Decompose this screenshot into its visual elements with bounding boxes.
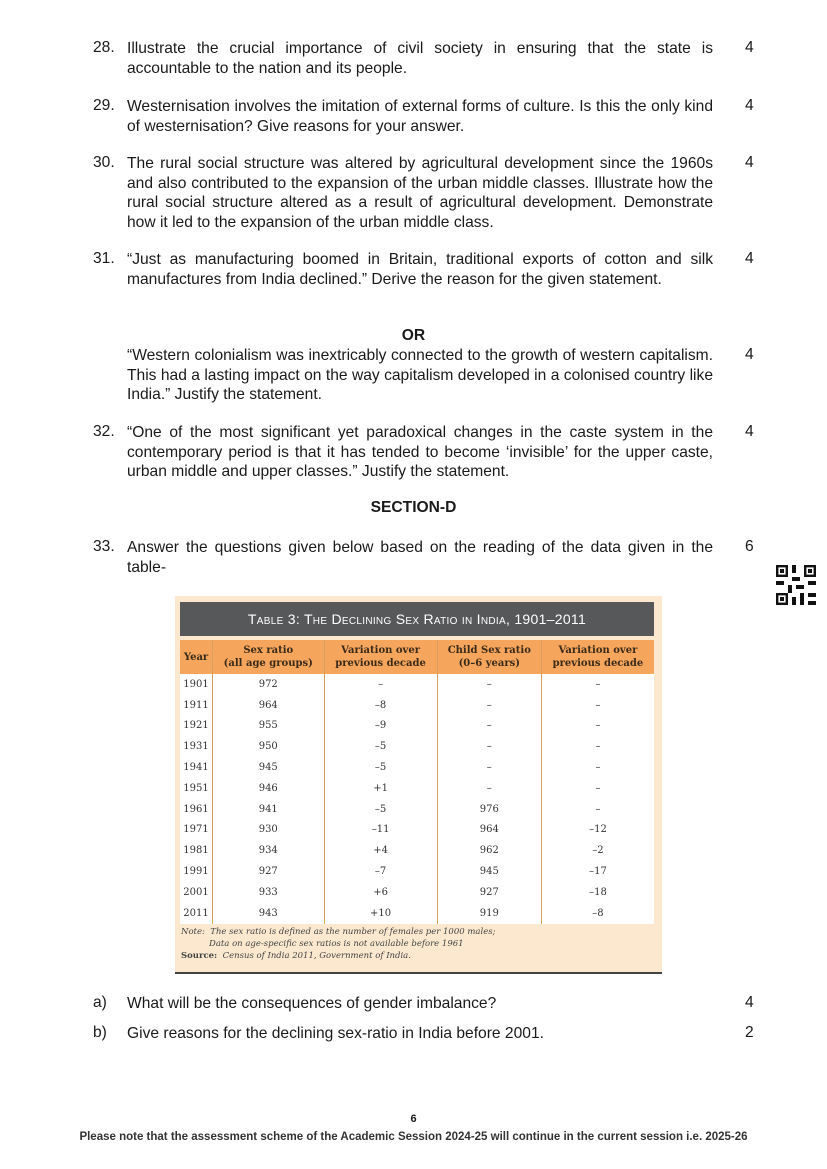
table-cell: 933 — [213, 882, 324, 903]
marks: 4 — [745, 423, 754, 440]
table-row — [180, 861, 654, 882]
table-cell: 976 — [437, 799, 541, 820]
table-cell: 964 — [437, 820, 541, 841]
table-header-row — [180, 640, 654, 674]
table-cell: –7 — [324, 861, 437, 882]
marks: 4 — [745, 994, 754, 1011]
table-cell: – — [437, 736, 541, 757]
table-title: Table 3: The Declining Sex Ratio in India, 1901–2011 — [180, 602, 654, 636]
column-header-line: Sex ratio — [243, 645, 294, 656]
table-cell: – — [541, 674, 654, 695]
question-text: The rural social structure was altered by agricultural development since the 1960s and also contributed to the expansion of the urban middle classes. Illustrate how the rural social structure altered as a result of agricultural development. Demonstrate how it led to the expansion of the urban middle class. — [127, 155, 713, 231]
table-cell: –12 — [541, 820, 654, 841]
table-cell: –5 — [324, 799, 437, 820]
table-cell: –2 — [541, 840, 654, 861]
table-cell: +10 — [324, 903, 437, 924]
question-number: 30. — [93, 154, 115, 171]
table-cell: 1901 — [180, 674, 213, 695]
question-29 — [93, 97, 773, 136]
column-header — [180, 640, 213, 674]
column-header — [213, 640, 324, 674]
table-cell: – — [541, 736, 654, 757]
column-header-line: (0–6 years) — [458, 658, 520, 669]
table-cell: 1911 — [180, 695, 213, 716]
marks: 4 — [745, 250, 754, 267]
table-cell: 1971 — [180, 820, 213, 841]
question-text: “One of the most significant yet paradoxical changes in the caste system in the contemporary period is that it has tended to become ‘invisible’ for the upper caste, urban middle and upper classes.” Justify the statement. — [127, 424, 713, 480]
table-cell: – — [437, 674, 541, 695]
table-cell: 927 — [213, 861, 324, 882]
table-cell: – — [437, 778, 541, 799]
question-32 — [93, 423, 773, 482]
note-line-1: The sex ratio is defined as the number of females per 1000 males; — [210, 927, 496, 937]
table-cell: 941 — [213, 799, 324, 820]
or-label: OR — [401, 327, 426, 344]
subquestion-label: a) — [93, 994, 107, 1011]
table-row — [180, 799, 654, 820]
table-cell: 950 — [213, 736, 324, 757]
note-label: Note: — [181, 927, 205, 937]
table-row — [180, 820, 654, 841]
subquestion-b — [93, 1024, 773, 1044]
table-row — [180, 778, 654, 799]
question-33 — [93, 538, 773, 577]
question-number: 33. — [93, 538, 115, 555]
table-row — [180, 840, 654, 861]
column-header-line: (all age groups) — [223, 658, 313, 669]
table-cell: 972 — [213, 674, 324, 695]
table-cell: –9 — [324, 716, 437, 737]
table-cell: 964 — [213, 695, 324, 716]
table-row — [180, 716, 654, 737]
table-cell: 2001 — [180, 882, 213, 903]
question-text: Illustrate the crucial importance of civil society in ensuring that the state is accountable to the nation and its people. — [127, 40, 713, 77]
column-header-line: Year — [183, 651, 209, 663]
section-heading: SECTION-D — [370, 499, 457, 516]
table-cell: –8 — [324, 695, 437, 716]
table-cell: – — [437, 757, 541, 778]
marks: 4 — [745, 39, 754, 56]
marks: 4 — [745, 97, 754, 114]
table-cell: 955 — [213, 716, 324, 737]
table-cell: 1941 — [180, 757, 213, 778]
note-line-2: Data on age-specific sex ratios is not available before 1961 — [209, 939, 464, 949]
column-header-line: previous decade — [552, 658, 644, 669]
table-cell: 1931 — [180, 736, 213, 757]
table-cell: +4 — [324, 840, 437, 861]
sex-ratio-table-figure — [175, 596, 662, 974]
question-text: Answer the questions given below based on the reading of the data given in the table- — [127, 539, 713, 576]
table-row — [180, 695, 654, 716]
table-cell: – — [437, 716, 541, 737]
column-header — [541, 640, 654, 674]
table-cell: –5 — [324, 736, 437, 757]
table-cell: 927 — [437, 882, 541, 903]
table-cell: –8 — [541, 903, 654, 924]
source-text: Census of India 2011, Government of India. — [222, 951, 411, 961]
question-number: 29. — [93, 97, 115, 114]
table-row — [180, 736, 654, 757]
table-cell: –5 — [324, 757, 437, 778]
table-cell: 1991 — [180, 861, 213, 882]
subquestion-label: b) — [93, 1024, 107, 1041]
page-number: 6 — [410, 1113, 417, 1125]
table-cell: – — [541, 778, 654, 799]
column-header-line: previous decade — [335, 658, 426, 669]
question-number: 32. — [93, 423, 115, 440]
marks: 4 — [745, 154, 754, 171]
table-cell: 1921 — [180, 716, 213, 737]
table-cell: – — [541, 799, 654, 820]
table-cell: 2011 — [180, 903, 213, 924]
table-cell: 943 — [213, 903, 324, 924]
table-row — [180, 757, 654, 778]
column-header — [437, 640, 541, 674]
table-cell: +1 — [324, 778, 437, 799]
question-31-or — [93, 346, 773, 405]
table-cell: – — [541, 757, 654, 778]
table-cell: –18 — [541, 882, 654, 903]
table-row — [180, 674, 654, 695]
question-number: 31. — [93, 250, 115, 267]
question-30 — [93, 154, 773, 232]
table-cell: 962 — [437, 840, 541, 861]
question-text: “Western colonialism was inextricably connected to the growth of western capitalism. This had a lasting impact on the way capitalism developed in a colonised country like India.” Justify the statement. — [127, 347, 713, 403]
table-cell: 946 — [213, 778, 324, 799]
table-row — [180, 903, 654, 924]
table-cell: 1981 — [180, 840, 213, 861]
question-28 — [93, 39, 773, 78]
subquestion-text: What will be the consequences of gender imbalance? — [127, 995, 497, 1012]
table-note — [181, 926, 495, 962]
table-cell: –11 — [324, 820, 437, 841]
question-text: Westernisation involves the imitation of external forms of culture. Is this the only kind of westernisation? Give reasons for your answer. — [127, 98, 713, 135]
table-cell: – — [541, 716, 654, 737]
table-cell: 1951 — [180, 778, 213, 799]
table-cell: 945 — [213, 757, 324, 778]
table-row — [180, 882, 654, 903]
table-cell: 945 — [437, 861, 541, 882]
marks: 4 — [745, 346, 754, 363]
table-cell: – — [324, 674, 437, 695]
marks: 6 — [745, 538, 754, 555]
question-number: 28. — [93, 39, 115, 56]
table-cell: +6 — [324, 882, 437, 903]
table-cell: 1961 — [180, 799, 213, 820]
table-cell: 919 — [437, 903, 541, 924]
qr-code-icon — [776, 565, 816, 605]
subquestion-text: Give reasons for the declining sex-ratio in India before 2001. — [127, 1025, 544, 1042]
table-cell: 934 — [213, 840, 324, 861]
column-header-line: Variation over — [558, 645, 638, 656]
table-cell: –17 — [541, 861, 654, 882]
table-cell: – — [437, 695, 541, 716]
table-cell: 930 — [213, 820, 324, 841]
marks: 2 — [745, 1024, 754, 1041]
sex-ratio-table — [180, 640, 654, 924]
question-31 — [93, 250, 773, 289]
subquestion-a — [93, 994, 773, 1014]
column-header-line: Variation over — [341, 645, 420, 656]
column-header — [324, 640, 437, 674]
source-label: Source: — [181, 951, 218, 961]
table-cell: – — [541, 695, 654, 716]
column-header-line: Child Sex ratio — [447, 645, 531, 656]
footer-note: Please note that the assessment scheme of the Academic Session 2024-25 will continue in the current session i.e. 2025-26 — [79, 1131, 748, 1143]
question-text: “Just as manufacturing boomed in Britain, traditional exports of cotton and silk manufactures from India declined.” Derive the reason for the given statement. — [127, 251, 713, 288]
